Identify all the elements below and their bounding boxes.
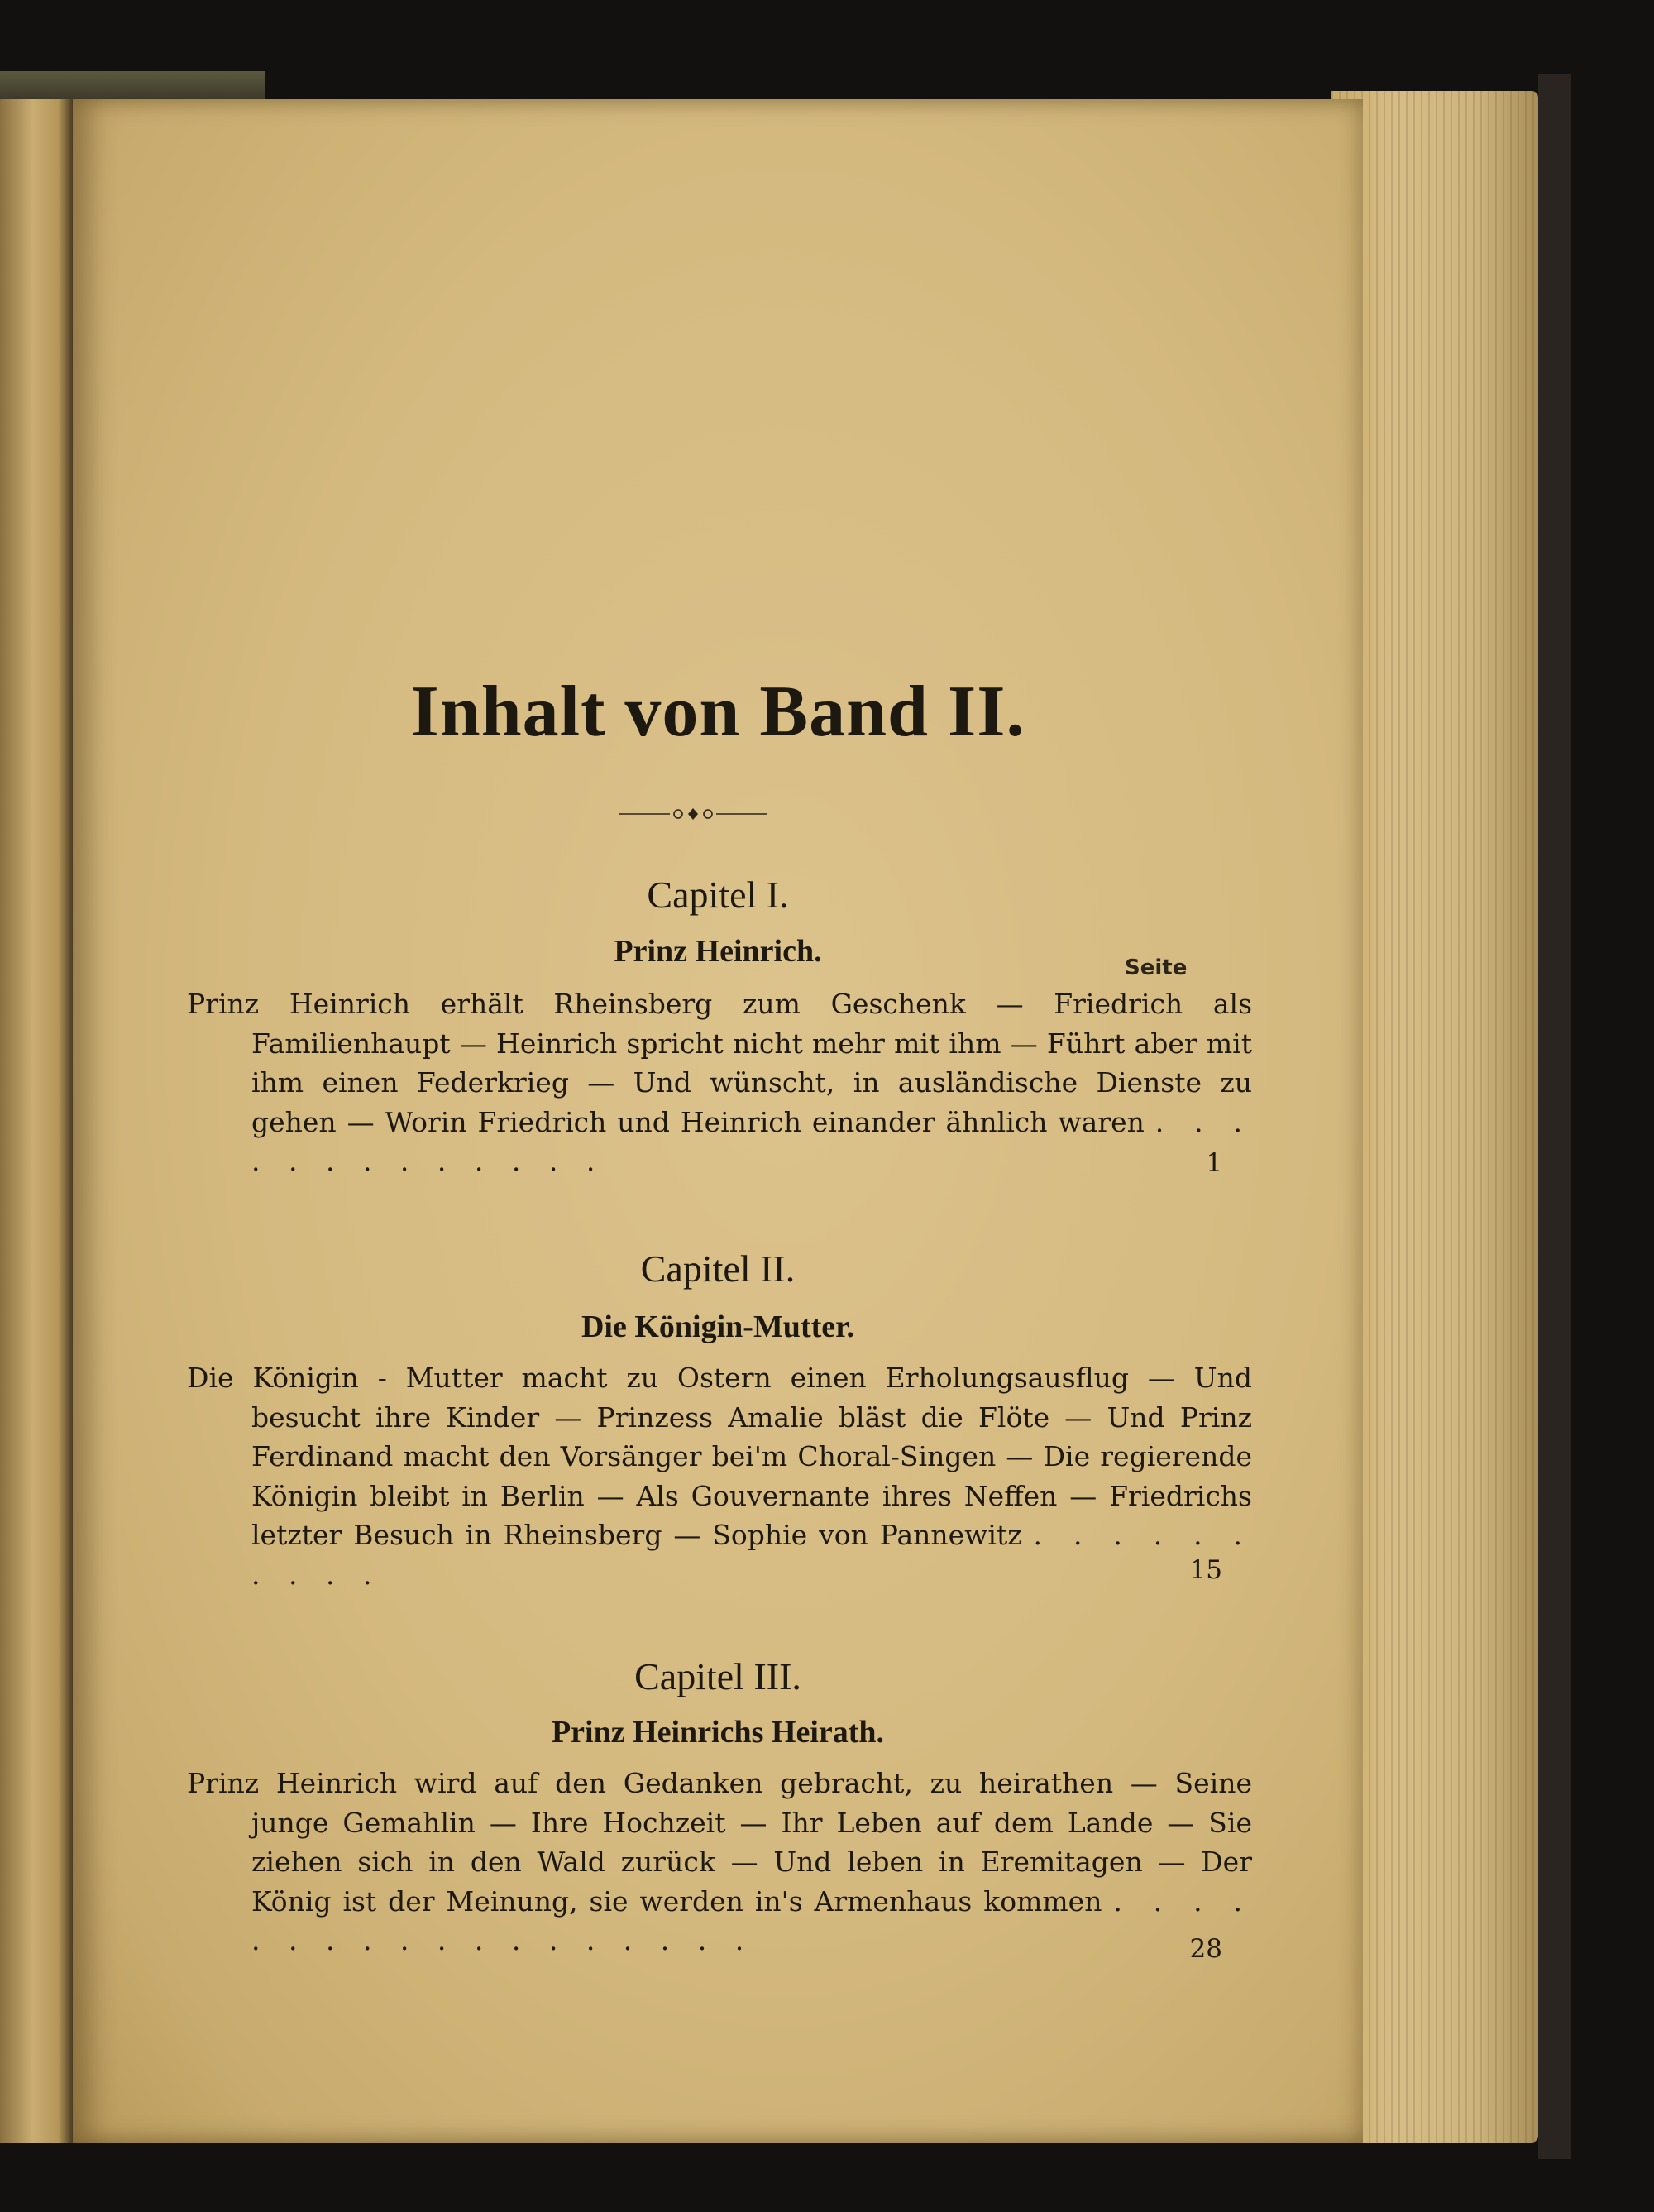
chapter-1-heading: Capitel I.: [647, 874, 789, 916]
chapter-2-page-number: 15: [1189, 1555, 1222, 1585]
chapter-1-subtitle: Prinz Heinrich.: [614, 934, 822, 969]
title-ornament-divider: [619, 804, 767, 824]
contents-page: [73, 99, 1363, 2143]
chapter-3-leader: . . . . . . . . . . . . . . . . . .: [251, 1884, 1252, 1956]
chapter-3-summary: [187, 1764, 1252, 1961]
page-title: Inhalt von Band II.: [410, 672, 1025, 752]
chapter-3-heading: Capitel III.: [634, 1655, 801, 1697]
chapter-2-summary-text: Die Königin - Mutter macht zu Ostern einen Erholungsausflug — Und besucht ihre Kinder — Prinzess Amalie bläst die Flöte — Und Prinz Ferdinand macht den Vorsänger bei'm Choral-Singen — Die regierende Königin bleibt in Berlin — Als Gouvernante ihres Neffen — Friedrichs letzter Besuch in Rheinsberg — Sophie von Pannewitz: [187, 1362, 1252, 1551]
chapter-1-summary-text: Prinz Heinrich erhält Rheinsberg zum Geschenk — Friedrich als Familienhaupt — Heinrich spricht nicht mehr mit ihm — Führt aber mit ihm einen Federkrieg — Und wünscht, in ausländische Dienste zu gehen — Worin Friedrich und Heinrich einander ähnlich waren: [187, 988, 1252, 1138]
page-column-label: Seite: [1125, 955, 1188, 980]
chapter-2-summary: [187, 1358, 1252, 1594]
chapter-2-subtitle: Die Königin-Mutter.: [581, 1309, 854, 1344]
book-binding-strip: [0, 71, 265, 99]
book-cover-edge: [1538, 74, 1571, 2159]
chapter-3-summary-text: Prinz Heinrich wird auf den Gedanken gebracht, zu heirathen — Seine junge Gemahlin — Ihre Hochzeit — Ihr Leben auf dem Lande — Sie ziehen sich in den Wald zurück — Und leben in Eremitagen — Der König ist der Meinung, sie werden in's Armenhaus kommen: [187, 1767, 1252, 1918]
chapter-1-summary: [187, 984, 1252, 1181]
chapter-2-leader: . . . . . . . . . .: [251, 1519, 1252, 1591]
chapter-2-heading: Capitel II.: [640, 1247, 796, 1290]
left-page-edge: [0, 99, 73, 2143]
chapter-3-page-number: 28: [1189, 1934, 1222, 1964]
chapter-1-page-number: 1: [1206, 1148, 1222, 1178]
chapter-1-leader: . . . . . . . . . . . . .: [251, 1105, 1252, 1177]
chapter-3-subtitle: Prinz Heinrichs Heirath.: [551, 1715, 885, 1750]
